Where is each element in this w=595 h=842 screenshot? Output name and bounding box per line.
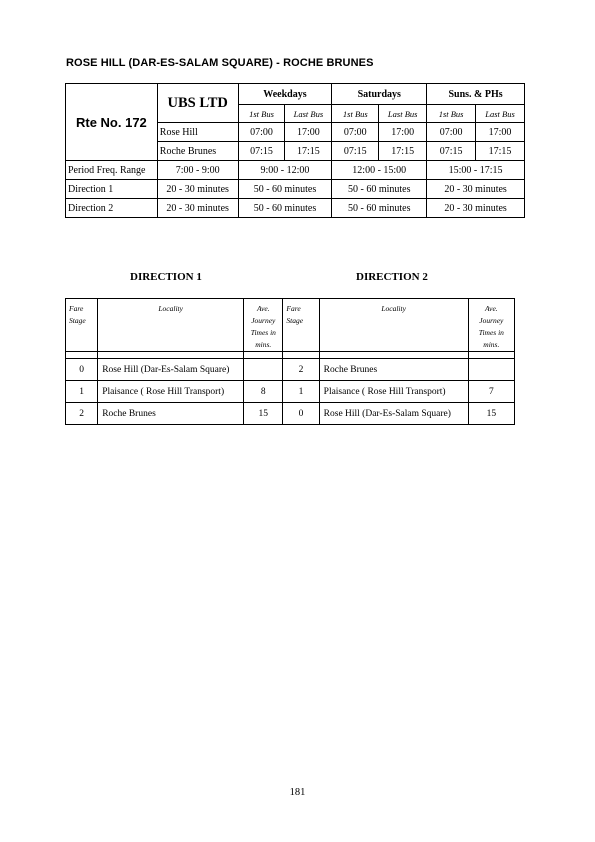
subheader-first-bus: 1st Bus — [238, 105, 285, 123]
freq-value: 50 - 60 minutes — [238, 180, 332, 199]
time-cell: 07:15 — [332, 142, 379, 161]
fare-stage-cell: 1 — [66, 381, 98, 403]
freq-row — [66, 180, 525, 199]
journey-time-header: Ave. Journey Times in mins. — [244, 299, 283, 352]
page-number: 181 — [289, 787, 306, 798]
fare-stage-table — [65, 298, 515, 425]
table-row — [66, 403, 515, 425]
freq-value: 20 - 30 minutes — [427, 199, 525, 218]
time-cell: 17:00 — [285, 123, 332, 142]
journey-time-cell — [468, 359, 514, 381]
journey-time-cell: 7 — [468, 381, 514, 403]
freq-value: 20 - 30 minutes — [157, 199, 238, 218]
fare-stage-cell: 0 — [66, 359, 98, 381]
fare-stage-header: Fare Stage — [66, 299, 98, 352]
direction-2-title: DIRECTION 2 — [356, 271, 428, 283]
fare-stage-header: Fare Stage — [283, 299, 319, 352]
subheader-first-bus: 1st Bus — [427, 105, 476, 123]
journey-time-cell: 15 — [244, 403, 283, 425]
subheader-last-bus: Last Bus — [476, 105, 525, 123]
locality-cell: Plaisance ( Rose Hill Transport) — [319, 381, 468, 403]
freq-value: 15:00 - 17:15 — [427, 161, 525, 180]
subheader-first-bus: 1st Bus — [332, 105, 379, 123]
time-cell: 07:00 — [427, 123, 476, 142]
time-cell: 07:15 — [238, 142, 285, 161]
spacer-row — [66, 352, 515, 359]
header-saturdays: Saturdays — [332, 84, 427, 105]
subheader-last-bus: Last Bus — [285, 105, 332, 123]
fare-header-row — [66, 299, 515, 352]
journey-time-header: Ave. Journey Times in mins. — [468, 299, 514, 352]
timetable — [65, 83, 525, 218]
locality-cell: Roche Brunes — [98, 403, 244, 425]
journey-time-cell: 15 — [468, 403, 514, 425]
operator-name: UBS LTD — [157, 84, 238, 123]
time-cell: 17:15 — [476, 142, 525, 161]
locality-cell: Roche Brunes — [319, 359, 468, 381]
fare-stage-cell: 2 — [66, 403, 98, 425]
freq-value: 12:00 - 15:00 — [332, 161, 427, 180]
table-row — [66, 381, 515, 403]
stop-name: Roche Brunes — [157, 142, 238, 161]
journey-time-cell: 8 — [244, 381, 283, 403]
freq-row — [66, 161, 525, 180]
locality-cell: Rose Hill (Dar-Es-Salam Square) — [98, 359, 244, 381]
direction-1-title: DIRECTION 1 — [130, 271, 202, 283]
time-cell: 07:00 — [238, 123, 285, 142]
fare-stage-cell: 2 — [283, 359, 319, 381]
subheader-last-bus: Last Bus — [379, 105, 427, 123]
page-title: ROSE HILL (DAR-ES-SALAM SQUARE) - ROCHE BRUNES — [66, 57, 374, 69]
freq-label: Direction 1 — [66, 180, 158, 199]
route-number: Rte No. 172 — [66, 84, 158, 161]
header-sundays: Suns. & PHs — [427, 84, 525, 105]
freq-label: Period Freq. Range — [66, 161, 158, 180]
locality-cell: Rose Hill (Dar-Es-Salam Square) — [319, 403, 468, 425]
locality-header: Locality — [319, 299, 468, 352]
fare-stage-cell: 1 — [283, 381, 319, 403]
time-cell: 07:15 — [427, 142, 476, 161]
locality-header: Locality — [98, 299, 244, 352]
time-cell: 17:15 — [379, 142, 427, 161]
freq-row — [66, 199, 525, 218]
freq-value: 20 - 30 minutes — [157, 180, 238, 199]
journey-time-cell — [244, 359, 283, 381]
time-cell: 17:00 — [379, 123, 427, 142]
freq-value: 50 - 60 minutes — [238, 199, 332, 218]
freq-value: 50 - 60 minutes — [332, 180, 427, 199]
time-cell: 07:00 — [332, 123, 379, 142]
time-cell: 17:00 — [476, 123, 525, 142]
freq-value: 9:00 - 12:00 — [238, 161, 332, 180]
freq-value: 50 - 60 minutes — [332, 199, 427, 218]
locality-cell: Plaisance ( Rose Hill Transport) — [98, 381, 244, 403]
freq-value: 7:00 - 9:00 — [157, 161, 238, 180]
fare-stage-cell: 0 — [283, 403, 319, 425]
freq-value: 20 - 30 minutes — [427, 180, 525, 199]
stop-name: Rose Hill — [157, 123, 238, 142]
table-row — [66, 359, 515, 381]
freq-label: Direction 2 — [66, 199, 158, 218]
header-weekdays: Weekdays — [238, 84, 332, 105]
time-cell: 17:15 — [285, 142, 332, 161]
